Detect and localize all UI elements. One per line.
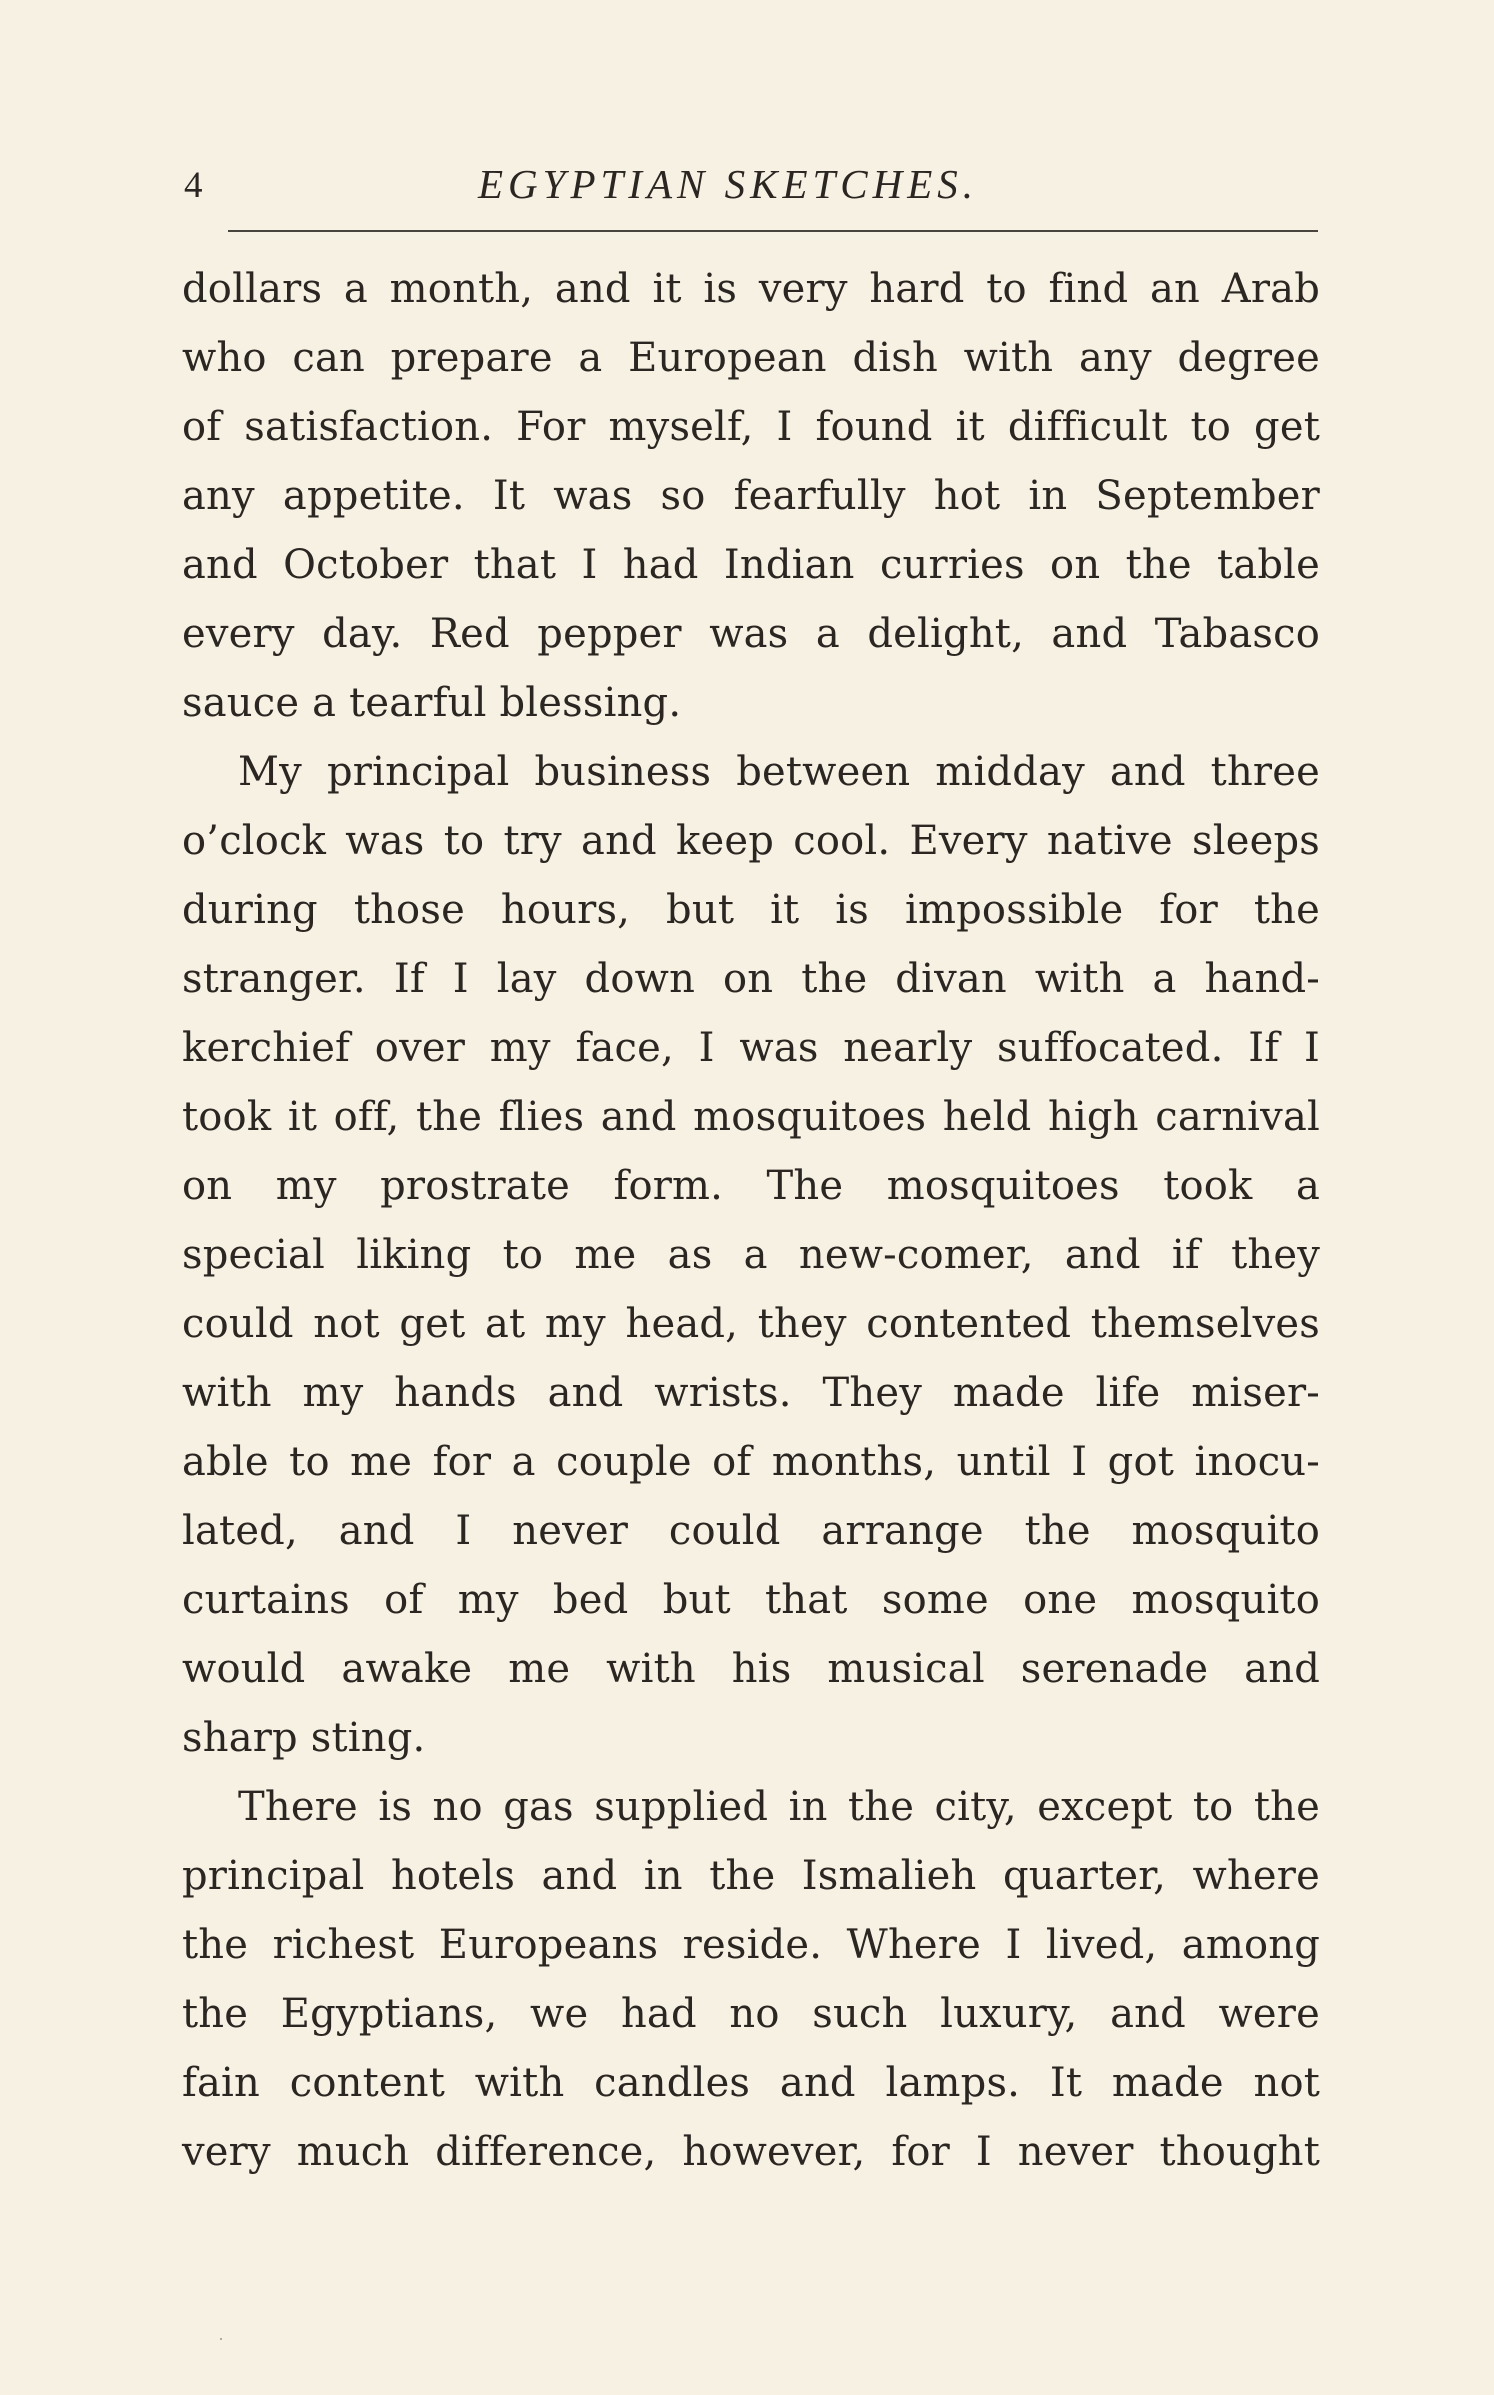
text-line: took it off, the flies and mosquitoes held high carnival — [182, 1094, 1320, 1140]
text-line: on my prostrate form. The mosquitoes took a — [182, 1163, 1320, 1209]
text-line: There is no gas supplied in the city, except to the — [238, 1784, 1320, 1830]
text-line: fain content with candles and lamps. It made not — [182, 2060, 1320, 2106]
text-line: My principal business between midday and three — [238, 749, 1320, 795]
paragraph-3 — [182, 1773, 1320, 2187]
text-line: would awake me with his musical serenade and — [182, 1646, 1320, 1692]
text-line: could not get at my head, they contented themselves — [182, 1301, 1320, 1347]
text-line: any appetite. It was so fearfully hot in September — [182, 473, 1320, 519]
text-line: sauce a tearful blessing. — [182, 680, 682, 726]
text-line: during those hours, but it is impossible for the — [182, 887, 1320, 933]
text-line: and October that I had Indian curries on the table — [182, 542, 1320, 588]
text-line: the Egyptians, we had no such luxury, and were — [182, 1991, 1320, 2037]
text-line: lated, and I never could arrange the mosquito — [182, 1508, 1320, 1554]
text-line: curtains of my bed but that some one mosquito — [182, 1577, 1320, 1623]
text-line: special liking to me as a new-comer, and if they — [182, 1232, 1320, 1278]
text-line: very much difference, however, for I never thought — [182, 2129, 1320, 2175]
text-line: sharp sting. — [182, 1715, 426, 1761]
text-line: who can prepare a European dish with any degree — [182, 335, 1320, 381]
text-line: with my hands and wrists. They made life miser- — [182, 1370, 1320, 1416]
text-line: able to me for a couple of months, until I got inocu- — [182, 1439, 1320, 1485]
text-line: every day. Red pepper was a delight, and Tabasco — [182, 611, 1320, 657]
paragraph-1 — [182, 255, 1320, 738]
running-head — [178, 158, 1323, 218]
text-line: o’clock was to try and keep cool. Every native sleeps — [182, 818, 1320, 864]
paper-speck — [220, 2338, 222, 2340]
text-line: of satisfaction. For myself, I found it difficult to get — [182, 404, 1320, 450]
text-line: principal hotels and in the Ismalieh quarter, where — [182, 1853, 1320, 1899]
body-text — [182, 255, 1320, 2187]
paragraph-2 — [182, 738, 1320, 1773]
text-line: the richest Europeans reside. Where I lived, among — [182, 1922, 1320, 1968]
text-line: dollars a month, and it is very hard to find an Arab — [182, 266, 1320, 312]
text-line: kerchief over my face, I was nearly suffocated. If I — [182, 1025, 1320, 1071]
header-rule — [228, 230, 1318, 232]
running-title: EGYPTIAN SKETCHES. — [478, 161, 979, 207]
text-line: stranger. If I lay down on the divan with a hand- — [182, 956, 1320, 1002]
page-number: 4 — [184, 165, 204, 206]
